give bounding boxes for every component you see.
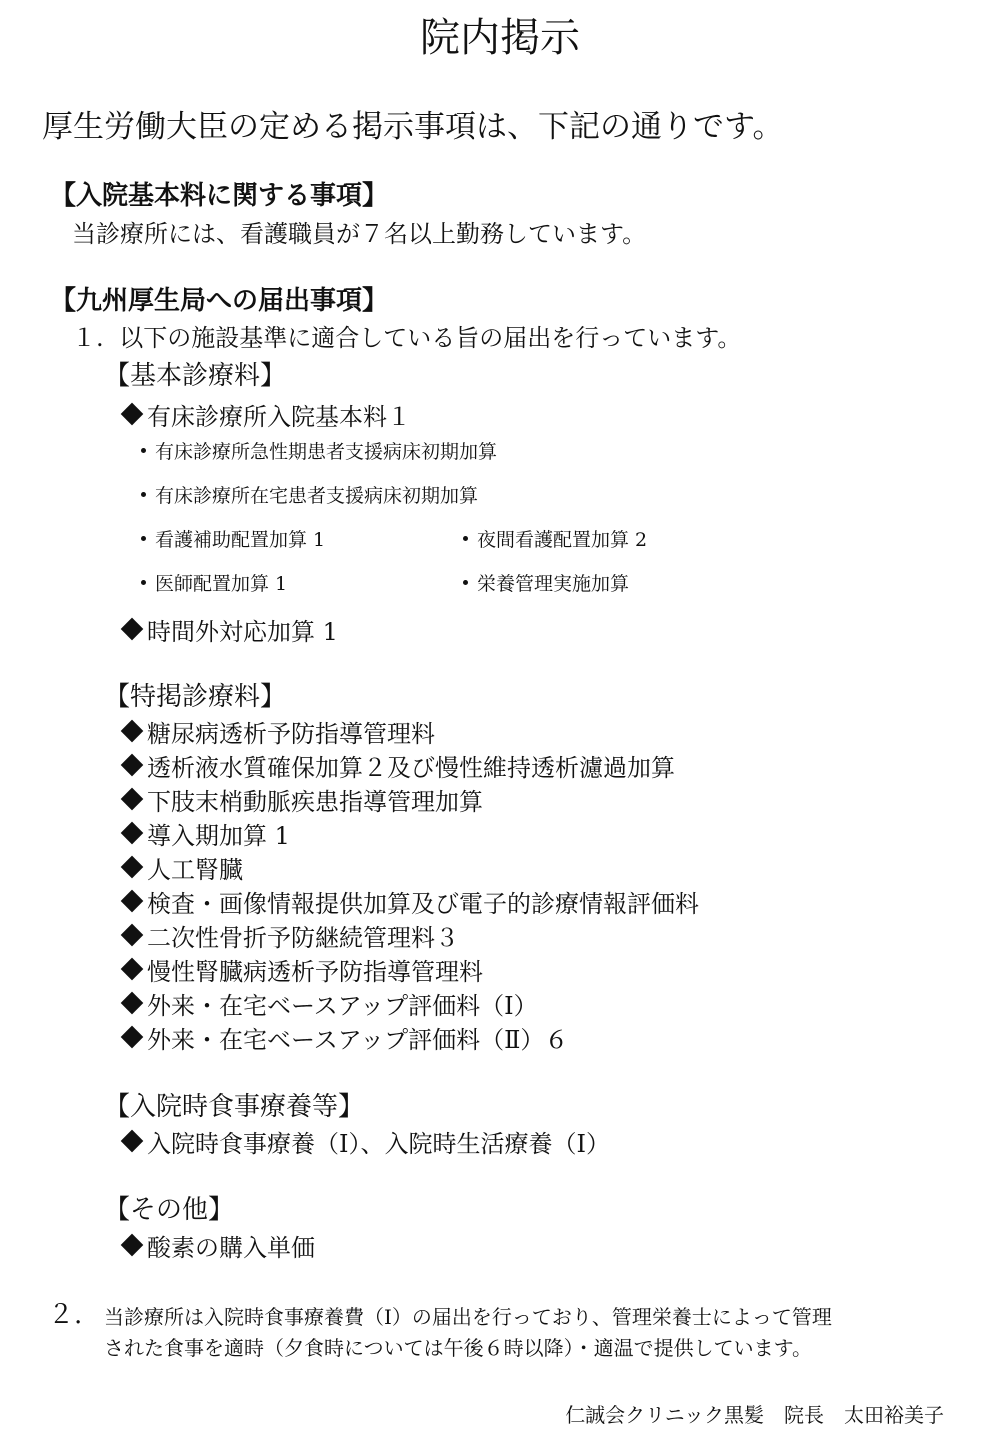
- kihon-item-a: [120, 405, 411, 429]
- kihon-item-b: [120, 620, 338, 644]
- tokukei-item-text: 下肢末梢動脈疾患指導管理加算: [147, 788, 483, 816]
- item2-line1: 当診療所は入院時食事療養費（Ⅰ）の届出を行っており、管理栄養士によって管理: [104, 1305, 832, 1329]
- kihon-sub-a1-text: 有床診療所急性期患者支援病床初期加算: [155, 441, 498, 463]
- diamond-bullet-icon: [121, 720, 144, 743]
- shokuji-heading: 【入院時食事療養等】: [104, 1092, 365, 1122]
- kihon-sub-a3-left-text: 看護補助配置加算 1: [155, 529, 326, 551]
- list-item: [120, 790, 483, 814]
- kihon-heading: 【基本診療料】: [104, 361, 287, 391]
- kihon-sub-a4-left: [134, 575, 287, 594]
- sonota-item-text: 酸素の購入単価: [147, 1234, 315, 1262]
- tokukei-item-text: 糖尿病透析予防指導管理料: [147, 720, 435, 748]
- diamond-bullet-icon: [121, 856, 144, 879]
- list-item: [120, 756, 675, 780]
- kihon-sub-a3-left: [134, 531, 325, 550]
- tokukei-item-text: 二次性骨折予防継続管理料３: [147, 924, 459, 952]
- kihon-sub-a3-right: [456, 531, 647, 550]
- kihon-sub-a2-text: 有床診療所在宅患者支援病床初期加算: [155, 485, 479, 507]
- item2-line2: された食事を適時（夕食時については午後６時以降）・適温で提供しています。: [104, 1336, 812, 1360]
- diamond-bullet-icon: [121, 403, 144, 426]
- kihon-sub-a4-right-text: 栄養管理実施加算: [477, 573, 630, 595]
- list-item: [120, 960, 483, 984]
- section2-heading: 【九州厚生局への届出事項】: [50, 286, 389, 316]
- dot-bullet-icon: [463, 580, 468, 585]
- item2-number: ２.: [48, 1300, 83, 1330]
- diamond-bullet-icon: [121, 1234, 144, 1257]
- diamond-bullet-icon: [121, 754, 144, 777]
- tokukei-item-text: 外来・在宅ベースアップ評価料（Ⅱ）６: [147, 1026, 569, 1054]
- kihon-sub-a1: [134, 443, 497, 462]
- list-item: [120, 1028, 568, 1052]
- shokuji-item: [120, 1132, 610, 1156]
- footer-signature: 仁誠会クリニック黒髪 院長 太田裕美子: [565, 1403, 944, 1427]
- dot-bullet-icon: [463, 536, 468, 541]
- shokuji-item-text: 入院時食事療養（Ⅰ）、入院時生活療養（Ⅰ）: [147, 1130, 610, 1158]
- tokukei-item-text: 導入期加算 1: [147, 822, 290, 850]
- item1-line: [72, 326, 741, 350]
- diamond-bullet-icon: [121, 1130, 144, 1153]
- kihon-sub-a4-left-text: 医師配置加算 1: [155, 573, 288, 595]
- diamond-bullet-icon: [121, 992, 144, 1015]
- list-item: [120, 824, 290, 848]
- tokukei-item-text: 外来・在宅ベースアップ評価料（Ⅰ）: [147, 992, 538, 1020]
- tokukei-item-text: 透析液水質確保加算２及び慢性維持透析濾過加算: [147, 754, 675, 782]
- section-heading-nyuin-kihon: [50, 183, 388, 209]
- list-item: [120, 858, 243, 882]
- tokukei-heading: 【特掲診療料】: [104, 682, 287, 712]
- page-title: 院内掲示: [420, 15, 580, 61]
- section1-text: 当診療所には、看護職員が７名以上勤務しています。: [72, 220, 647, 248]
- diamond-bullet-icon: [121, 822, 144, 845]
- diamond-bullet-icon: [121, 788, 144, 811]
- list-item: [120, 892, 699, 916]
- diamond-bullet-icon: [121, 1026, 144, 1049]
- dot-bullet-icon: [141, 448, 146, 453]
- kihon-item-a-text: 有床診療所入院基本料１: [147, 403, 411, 431]
- tokukei-item-text: 人工腎臓: [147, 856, 243, 884]
- dot-bullet-icon: [141, 492, 146, 497]
- list-item: [120, 926, 459, 950]
- list-item: [120, 722, 435, 746]
- item1-text: 以下の施設基準に適合している旨の届出を行っています。: [119, 324, 742, 352]
- diamond-bullet-icon: [121, 958, 144, 981]
- item1-number: １.: [72, 324, 104, 352]
- diamond-bullet-icon: [121, 618, 144, 641]
- kihon-sub-a2: [134, 487, 478, 506]
- kihon-item-b-text: 時間外対応加算 1: [147, 618, 338, 646]
- sonota-heading: 【その他】: [104, 1195, 235, 1225]
- kihon-sub-a3-right-text: 夜間看護配置加算 2: [477, 529, 648, 551]
- tokukei-item-text: 検査・画像情報提供加算及び電子的診療情報評価料: [147, 890, 699, 918]
- diamond-bullet-icon: [121, 890, 144, 913]
- dot-bullet-icon: [141, 580, 146, 585]
- intro-text: 厚生労働大臣の定める掲示事項は、下記の通りです。: [42, 109, 784, 145]
- dot-bullet-icon: [141, 536, 146, 541]
- list-item: [120, 994, 538, 1018]
- sonota-item: [120, 1236, 315, 1260]
- kihon-sub-a4-right: [456, 575, 629, 594]
- section1-heading: 【入院基本料に関する事項】: [50, 181, 389, 211]
- tokukei-item-text: 慢性腎臓病透析予防指導管理料: [147, 958, 483, 986]
- diamond-bullet-icon: [121, 924, 144, 947]
